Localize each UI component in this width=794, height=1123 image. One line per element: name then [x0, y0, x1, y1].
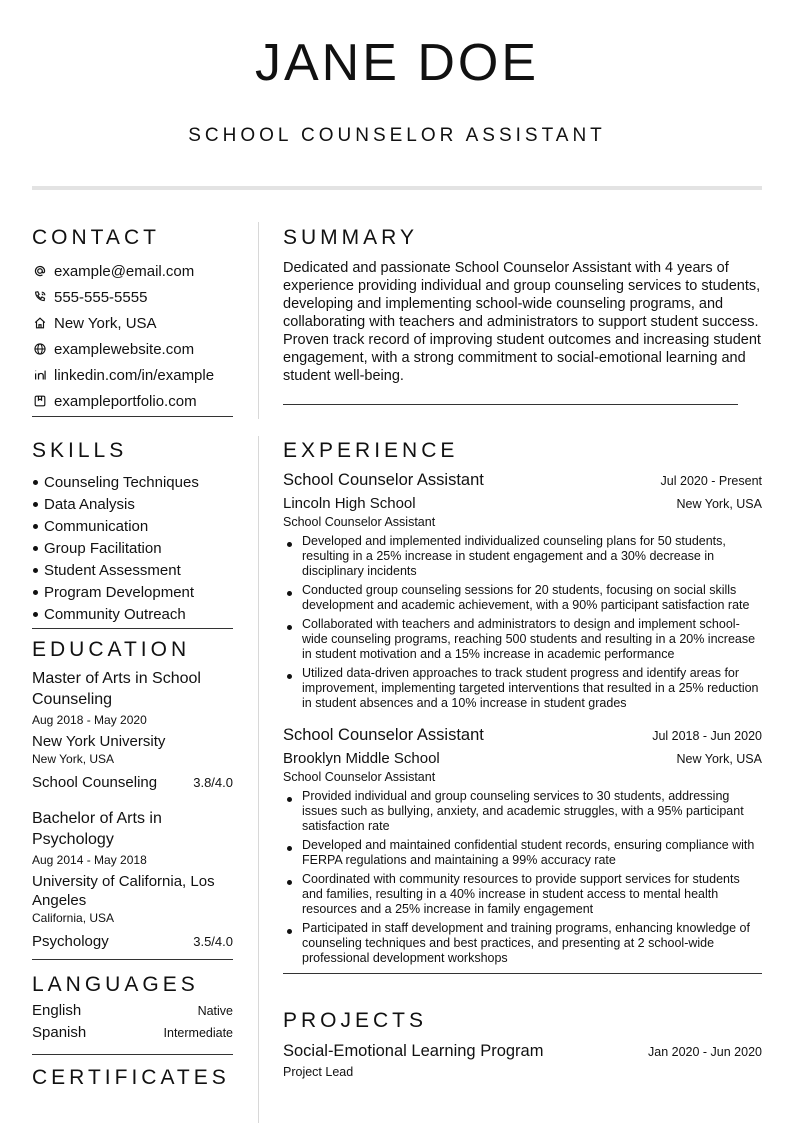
contact-linkedin-text: linkedin.com/in/example	[54, 366, 215, 384]
skills-divider	[32, 628, 233, 629]
language-item	[32, 1024, 233, 1046]
education-school: New York University	[32, 733, 166, 750]
job-title: School Counselor Assistant	[283, 471, 484, 489]
column-divider	[258, 436, 259, 1123]
job-company: Lincoln High School	[283, 495, 416, 512]
contact-location	[32, 310, 233, 336]
linkedin-icon	[32, 367, 48, 383]
education-field: School Counseling	[32, 774, 158, 791]
education-school: University of California, Los Angeles	[32, 873, 215, 909]
portfolio-icon	[32, 393, 48, 409]
summary-divider	[283, 404, 738, 405]
job-entry	[283, 725, 762, 966]
phone-icon	[32, 289, 48, 305]
education-field-row	[32, 773, 233, 792]
contact-divider	[32, 416, 233, 417]
job-bullet: Participated in staff development and training programs, enhancing knowledge of counseling techniques and best practices, and presenting at 2 school-wide professional development workshops	[283, 921, 762, 966]
education-field-row	[32, 932, 233, 951]
job-dates: Jul 2020 - Present	[660, 474, 762, 488]
contact-email-text: example@email.com	[54, 262, 195, 280]
contact-section	[32, 224, 233, 417]
project-title: Social-Emotional Learning Program	[283, 1042, 544, 1060]
education-location: New York, USA	[32, 752, 115, 766]
job-subtitle: School Counselor Assistant	[283, 770, 436, 784]
at-icon	[32, 263, 48, 279]
skills-title: SKILLS	[32, 439, 128, 462]
job-subtitle: School Counselor Assistant	[283, 515, 436, 529]
contact-website[interactable]	[32, 336, 233, 362]
experience-title: EXPERIENCE	[283, 439, 459, 462]
project-dates: Jan 2020 - Jun 2020	[648, 1045, 762, 1059]
language-level: Intermediate	[163, 1026, 233, 1040]
job-location: New York, USA	[676, 497, 762, 511]
job-bullet: Coordinated with community resources to provide support services for students and families, resulting in a 40% increase in student access to mental health resources and a 25% increase in family engagement	[283, 872, 762, 917]
contact-portfolio[interactable]	[32, 388, 233, 414]
job-company: Brooklyn Middle School	[283, 750, 440, 767]
project-role: Project Lead	[283, 1065, 354, 1079]
project-entry	[283, 1041, 762, 1081]
job-bullet: Utilized data-driven approaches to track student progress and identify areas for improvement, implementing targeted interventions that resulted in a 25% reduction in student absences and a 10% increase in student grades	[283, 666, 762, 711]
job-bullet: Provided individual and group counseling services to 30 students, addressing issues such as bullying, anxiety, and academic struggles, with a 95% participant satisfaction rate	[283, 789, 762, 834]
globe-icon	[32, 341, 48, 357]
skill-item: Counseling Techniques	[32, 471, 233, 493]
job-bullet: Conducted group counseling sessions for 20 students, focusing on social skills development and academic achievement, with a 90% participant satisfaction rate	[283, 583, 762, 613]
education-location: California, USA	[32, 911, 115, 925]
skill-item: Community Outreach	[32, 603, 233, 625]
contact-email[interactable]	[32, 258, 233, 284]
experience-section	[283, 437, 762, 974]
contact-website-text: examplewebsite.com	[54, 340, 195, 358]
language-level: Native	[197, 1004, 233, 1018]
language-item	[32, 1002, 233, 1024]
column-divider-top	[258, 222, 259, 419]
projects-section	[283, 1007, 762, 1081]
contact-title: CONTACT	[32, 226, 160, 249]
skill-item: Group Facilitation	[32, 537, 233, 559]
certificates-title: CERTIFICATES	[32, 1066, 230, 1089]
contact-phone-text: 555-555-5555	[54, 288, 148, 306]
job-location: New York, USA	[676, 752, 762, 766]
education-dates: Aug 2018 - May 2020	[32, 713, 147, 727]
candidate-role: SCHOOL COUNSELOR ASSISTANT	[188, 125, 606, 146]
education-gpa: 3.8/4.0	[193, 775, 233, 790]
skill-item: Student Assessment	[32, 559, 233, 581]
education-title: EDUCATION	[32, 638, 191, 661]
education-entry	[32, 668, 233, 792]
education-degree: Bachelor of Arts in Psychology	[32, 810, 162, 848]
education-entry	[32, 808, 233, 951]
language-name: English	[32, 1002, 82, 1019]
language-name: Spanish	[32, 1024, 87, 1041]
skill-item: Data Analysis	[32, 493, 233, 515]
job-bullet: Developed and implemented individualized counseling plans for 50 students, resulting in a 25% increase in student engagement and a 30% decrease in disciplinary incidents	[283, 534, 762, 579]
home-icon	[32, 315, 48, 331]
job-title: School Counselor Assistant	[283, 726, 484, 744]
job-bullet: Collaborated with teachers and administrators to design and implement school-wide counseling programs, reaching 500 students and resulting in a 20% increase in student motivation and a 15% increase in academic performance	[283, 617, 762, 662]
languages-title: LANGUAGES	[32, 973, 199, 996]
languages-divider	[32, 1054, 233, 1055]
skill-item: Program Development	[32, 581, 233, 603]
skill-item: Communication	[32, 515, 233, 537]
education-dates: Aug 2014 - May 2018	[32, 853, 147, 867]
summary-section	[283, 224, 762, 405]
education-degree: Master of Arts in School Counseling	[32, 670, 201, 708]
summary-text: Dedicated and passionate School Counselor Assistant with 4 years of experience providing individual and group counseling services to students, developing and implementing school-wide counseling programs, and collaborating with teachers and administrators to support student success. Proven track record of improving student outcomes and increasing student engagement, with a strong commitment to social-emotional learning and student well-being.	[283, 260, 761, 384]
contact-linkedin[interactable]	[32, 362, 233, 388]
job-entry	[283, 470, 762, 711]
education-section	[32, 636, 233, 960]
job-bullet: Developed and maintained confidential student records, ensuring compliance with FERPA regulations and maintaining a 99% accuracy rate	[283, 838, 762, 868]
contact-portfolio-text: exampleportfolio.com	[54, 392, 197, 410]
projects-title: PROJECTS	[283, 1009, 428, 1032]
experience-divider	[283, 973, 762, 974]
header-divider	[32, 186, 762, 190]
contact-phone[interactable]	[32, 284, 233, 310]
certificates-section	[32, 1064, 233, 1092]
education-field: Psychology	[32, 933, 109, 950]
job-dates: Jul 2018 - Jun 2020	[652, 729, 762, 743]
summary-title: SUMMARY	[283, 226, 418, 249]
contact-location-text: New York, USA	[54, 314, 157, 332]
education-gpa: 3.5/4.0	[193, 934, 233, 949]
education-divider	[32, 959, 233, 960]
languages-section	[32, 971, 233, 1055]
skills-section	[32, 437, 233, 629]
candidate-name: JANE DOE	[254, 34, 540, 92]
